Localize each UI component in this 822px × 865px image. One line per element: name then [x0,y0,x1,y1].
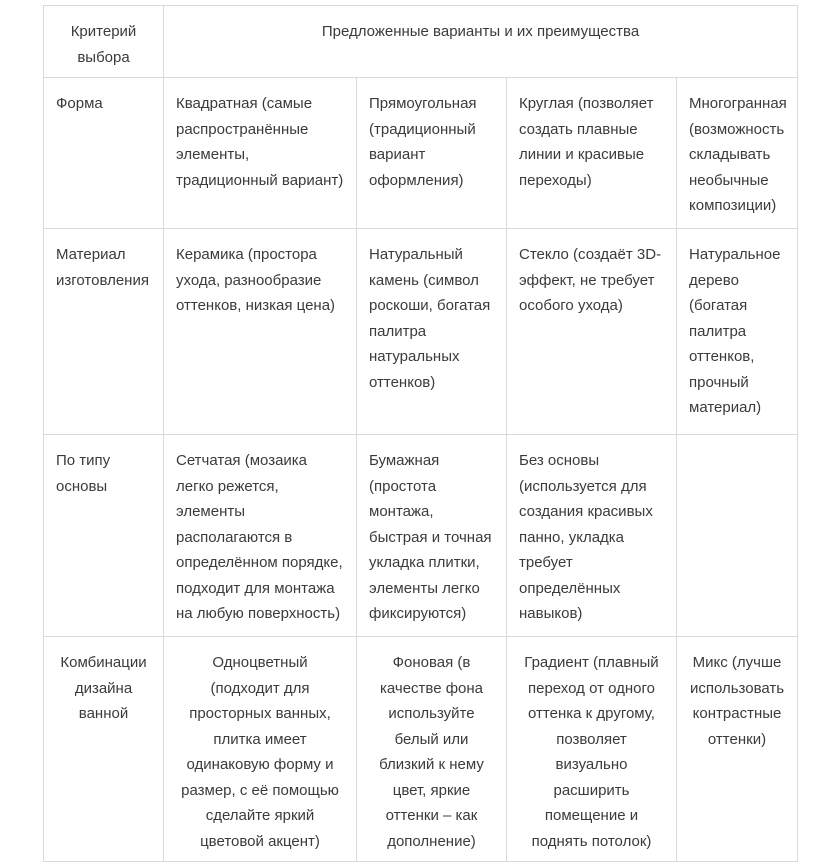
option-cell: Стекло (создаёт 3D-эффект, не требует особого ухода) [507,229,677,435]
row-material [44,229,798,435]
header-row [44,6,798,78]
option-cell: Круглая (позволяет создать плавные линии и красивые переходы) [507,78,677,229]
criterion-cell: Форма [44,78,164,229]
option-cell: Прямоугольная (традиционный вариант оформления) [357,78,507,229]
option-cell: Микс (лучше использовать контрастные оттенки) [677,637,798,862]
option-cell-empty [677,435,798,637]
header-cell-criterion: Критерий выбора [44,6,164,78]
criterion-cell: Комбинации дизайна ванной [44,637,164,862]
option-cell: Фоновая (в качестве фона используйте белый или близкий к нему цвет, яркие оттенки – как дополнение) [357,637,507,862]
row-base-type [44,435,798,637]
option-cell: Квадратная (самые распространённые элементы, традиционный вариант) [164,78,357,229]
option-cell: Натуральное дерево (богатая палитра оттенков, прочный материал) [677,229,798,435]
option-cell: Сетчатая (мозаика легко режется, элементы располагаются в определённом порядке, подходит для монтажа на любую поверхность) [164,435,357,637]
row-shape [44,78,798,229]
criterion-cell: Материал изготовления [44,229,164,435]
row-design-combinations [44,637,798,862]
option-cell: Одноцветный (подходит для просторных ванных, плитка имеет одинаковую форму и размер, с её помощью сделайте яркий цветовой акцент) [164,637,357,862]
option-cell: Натуральный камень (символ роскоши, богатая палитра натуральных оттенков) [357,229,507,435]
option-cell: Многогранная (возможность складывать необычные композиции) [677,78,798,229]
option-cell: Керамика (простора ухода, разнообразие оттенков, низкая цена) [164,229,357,435]
option-cell: Бумажная (простота монтажа, быстрая и точная укладка плитки, элементы легко фиксируются) [357,435,507,637]
tile-selection-table [43,5,798,862]
option-cell: Градиент (плавный переход от одного оттенка к другому, позволяет визуально расширить помещение и поднять потолок) [507,637,677,862]
option-cell: Без основы (используется для создания красивых панно, укладка требует определённых навыков) [507,435,677,637]
criterion-cell: По типу основы [44,435,164,637]
header-cell-options: Предложенные варианты и их преимущества [164,6,798,78]
document-body [43,5,798,862]
